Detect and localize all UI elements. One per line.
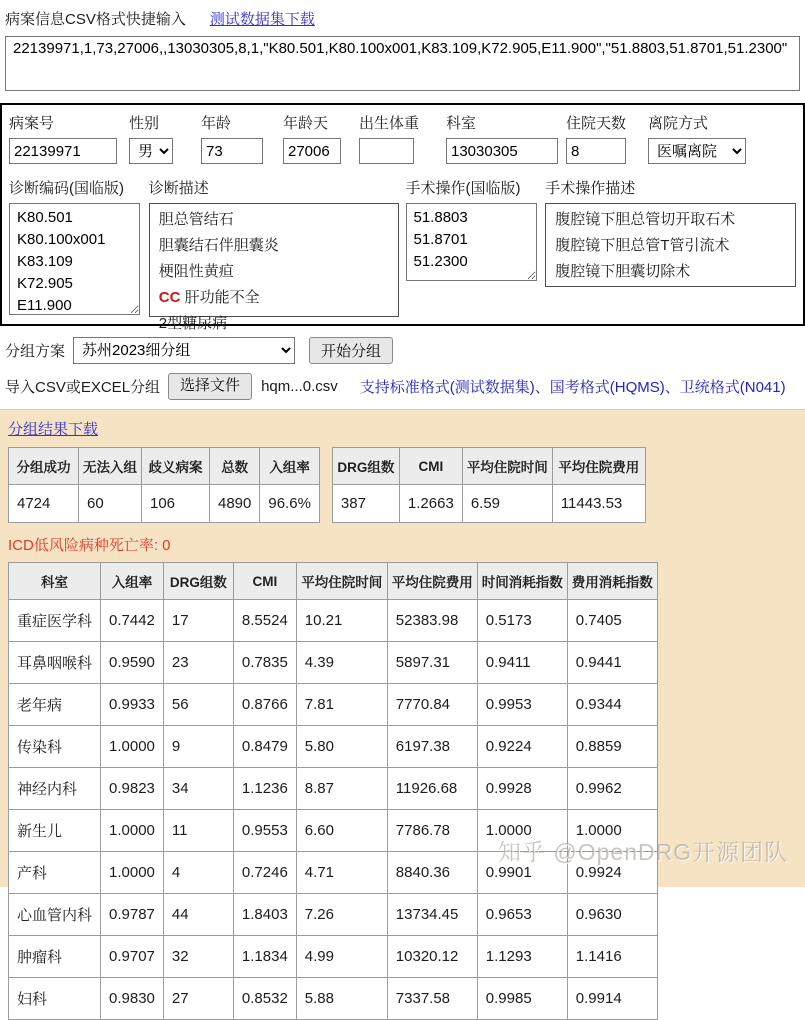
table-cell: 0.9787 (101, 894, 164, 936)
table-cell: 1.0000 (477, 810, 567, 852)
table-cell: 0.5173 (477, 600, 567, 642)
age-input[interactable] (201, 138, 263, 164)
table-cell: 0.9985 (477, 978, 567, 1020)
table-cell: 4724 (9, 485, 79, 523)
import-row (5, 373, 800, 400)
desc-line: 胆囊结石伴胆囊炎 (158, 237, 279, 254)
table-cell: 0.9707 (101, 936, 164, 978)
cc-flag: CC (158, 289, 185, 306)
table-row (9, 684, 658, 726)
patient-fields-row (9, 112, 796, 164)
table-cell: 0.8859 (567, 726, 657, 768)
column-header: 分组成功 (9, 448, 79, 485)
table-cell: 44 (163, 894, 233, 936)
length-of-stay-label: 住院天数 (566, 115, 627, 132)
table-cell: 1.2663 (399, 485, 462, 523)
table-cell: 8.5524 (233, 600, 296, 642)
field-case-number (9, 112, 117, 164)
table-row (9, 485, 320, 523)
desc-line: 胆总管结石 (158, 211, 234, 228)
table-cell: 0.9411 (477, 642, 567, 684)
watermark: 知乎 @OpenDRG开源团队 (498, 839, 789, 865)
table-cell: 产科 (9, 852, 101, 894)
table-row (9, 978, 658, 1020)
table-cell: 6.60 (296, 810, 387, 852)
table-cell: 7770.84 (387, 684, 477, 726)
table-row (9, 642, 658, 684)
table-header-row (9, 448, 320, 485)
summary-tables-row (8, 447, 797, 523)
csv-input-section (0, 0, 805, 96)
csv-input-label: 病案信息CSV格式快捷输入 (5, 11, 186, 28)
surgery-codes-column (406, 177, 538, 281)
table-cell: 0.9630 (567, 894, 657, 936)
diagnosis-desc-box (149, 203, 399, 332)
column-header: 科室 (9, 563, 101, 600)
discharge-method-select[interactable] (648, 138, 746, 164)
results-download-row (8, 418, 797, 439)
table-cell: 96.6% (260, 485, 320, 523)
column-header: DRG组数 (163, 563, 233, 600)
column-header: 时间消耗指数 (477, 563, 567, 600)
table-cell: 6197.38 (387, 726, 477, 768)
table-cell: 34 (163, 768, 233, 810)
table-cell: 心血管内科 (9, 894, 101, 936)
table-cell: 重症医学科 (9, 600, 101, 642)
diagnosis-desc-column (148, 177, 399, 332)
desc-line: 梗阻性黄疸 (158, 263, 234, 280)
drg-summary-table (332, 447, 646, 523)
table-cell: 妇科 (9, 978, 101, 1020)
table-cell: 0.9962 (567, 768, 657, 810)
desc-line: 2型糖尿病 (158, 315, 228, 332)
table-cell: 4.71 (296, 852, 387, 894)
table-cell: 13734.45 (387, 894, 477, 936)
table-cell: 0.9553 (233, 810, 296, 852)
field-department (446, 112, 558, 164)
table-cell: 0.7246 (233, 852, 296, 894)
table-row (9, 810, 658, 852)
table-cell: 32 (163, 936, 233, 978)
column-header: CMI (399, 448, 462, 485)
case-number-label: 病案号 (9, 115, 55, 132)
grouping-summary-table (8, 447, 320, 523)
table-cell: 老年病 (9, 684, 101, 726)
table-cell: 23 (163, 642, 233, 684)
birth-weight-label: 出生体重 (359, 115, 420, 132)
table-cell: 8840.36 (387, 852, 477, 894)
table-row (9, 768, 658, 810)
table-cell: 传染科 (9, 726, 101, 768)
column-header: 入组率 (101, 563, 164, 600)
table-row (9, 852, 658, 894)
table-cell: 1.0000 (101, 852, 164, 894)
table-row (9, 894, 658, 936)
table-cell: 0.8479 (233, 726, 296, 768)
test-dataset-download-link[interactable]: 测试数据集下载 (209, 11, 315, 28)
table-cell: 0.9933 (101, 684, 164, 726)
table-cell: 387 (332, 485, 399, 523)
desc-line: CC 肝功能不全 (158, 289, 260, 306)
table-cell: 1.1293 (477, 936, 567, 978)
table-cell: 0.7405 (567, 600, 657, 642)
department-input[interactable] (446, 138, 558, 164)
gender-label: 性别 (129, 115, 160, 132)
department-stats-table (8, 562, 658, 1020)
table-cell: 11 (163, 810, 233, 852)
surgery-codes-textarea[interactable] (406, 203, 538, 281)
scheme-select[interactable] (73, 337, 295, 364)
birth-weight-input[interactable] (359, 138, 414, 164)
column-header: 歧义病案 (142, 448, 210, 485)
table-row (332, 485, 645, 523)
table-cell: 0.9901 (477, 852, 567, 894)
age-days-label: 年龄天 (283, 115, 329, 132)
selected-file-name: hqm...0.csv (261, 378, 338, 395)
table-cell: 耳鼻咽喉科 (9, 642, 101, 684)
table-cell: 27 (163, 978, 233, 1020)
column-header: 无法入组 (79, 448, 142, 485)
gender-select[interactable] (129, 138, 173, 164)
table-cell: 4.39 (296, 642, 387, 684)
length-of-stay-input[interactable] (566, 138, 626, 164)
grouping-controls (0, 326, 805, 400)
table-cell: 56 (163, 684, 233, 726)
table-cell: 0.9653 (477, 894, 567, 936)
field-age-days (283, 112, 341, 164)
column-header: 平均住院费用 (387, 563, 477, 600)
age-label: 年龄 (201, 115, 232, 132)
table-cell: 11926.68 (387, 768, 477, 810)
field-birth-weight (359, 112, 420, 164)
surgery-codes-label: 手术操作(国临版) (405, 180, 521, 197)
table-cell: 0.8532 (233, 978, 296, 1020)
table-cell: 0.9953 (477, 684, 567, 726)
table-cell: 17 (163, 600, 233, 642)
scheme-label: 分组方案 (5, 343, 66, 360)
results-download-link[interactable]: 分组结果下载 (8, 421, 99, 438)
table-cell: 0.7835 (233, 642, 296, 684)
scheme-row (5, 337, 800, 364)
field-gender (129, 112, 173, 164)
age-days-input[interactable] (283, 138, 341, 164)
table-cell: 0.9441 (567, 642, 657, 684)
column-header: 费用消耗指数 (567, 563, 657, 600)
field-length-of-stay (566, 112, 626, 164)
table-row (9, 936, 658, 978)
desc-line: 腹腔镜下胆总管T管引流术 (555, 237, 730, 254)
diagnosis-surgery-row (9, 177, 796, 332)
start-grouping-button[interactable]: 开始分组 (309, 337, 393, 364)
table-cell: 1.1236 (233, 768, 296, 810)
table-cell: 0.9914 (567, 978, 657, 1020)
column-header: 平均住院时间 (296, 563, 387, 600)
surgery-desc-column (545, 177, 796, 287)
table-row (9, 726, 658, 768)
table-cell: 0.9924 (567, 852, 657, 894)
column-header: CMI (233, 563, 296, 600)
format-hint-text: 支持标准格式(测试数据集)、国考格式(HQMS)、卫统格式(N041) (359, 379, 786, 396)
desc-line: 腹腔镜下胆囊切除术 (555, 263, 691, 280)
table-cell: 11443.53 (552, 485, 645, 523)
import-label: 导入CSV或EXCEL分组 (5, 379, 161, 396)
discharge-method-label: 离院方式 (648, 115, 709, 132)
diagnosis-desc-label: 诊断描述 (148, 180, 209, 197)
table-cell: 6.59 (462, 485, 552, 523)
case-number-input[interactable] (9, 138, 117, 164)
field-discharge-method (648, 112, 746, 164)
table-cell: 0.9344 (567, 684, 657, 726)
csv-input-textarea[interactable] (5, 36, 800, 91)
table-cell: 7337.58 (387, 978, 477, 1020)
table-cell: 106 (142, 485, 210, 523)
table-cell: 神经内科 (9, 768, 101, 810)
diagnosis-codes-column (9, 177, 140, 315)
table-cell: 8.87 (296, 768, 387, 810)
table-cell: 0.7442 (101, 600, 164, 642)
table-cell: 0.9928 (477, 768, 567, 810)
patient-info-panel (0, 103, 805, 332)
diagnosis-codes-label: 诊断编码(国临版) (9, 180, 124, 197)
table-cell: 1.0000 (101, 726, 164, 768)
table-cell: 0.9830 (101, 978, 164, 1020)
department-label: 科室 (446, 115, 477, 132)
surgery-desc-label: 手术操作描述 (545, 180, 636, 197)
table-cell: 1.1416 (567, 936, 657, 978)
table-header-row (332, 448, 645, 485)
icd-mortality-text: ICD低风险病种死亡率: 0 (8, 537, 171, 554)
choose-file-button[interactable]: 选择文件 (168, 373, 252, 400)
table-cell: 7.81 (296, 684, 387, 726)
column-header: 总数 (210, 448, 260, 485)
table-cell: 1.1834 (233, 936, 296, 978)
table-cell: 9 (163, 726, 233, 768)
table-cell: 0.9224 (477, 726, 567, 768)
table-cell: 新生儿 (9, 810, 101, 852)
column-header: 平均住院费用 (552, 448, 645, 485)
table-cell: 4 (163, 852, 233, 894)
table-row (9, 600, 658, 642)
column-header: 入组率 (260, 448, 320, 485)
table-cell: 10.21 (296, 600, 387, 642)
table-cell: 5897.31 (387, 642, 477, 684)
table-cell: 5.80 (296, 726, 387, 768)
table-cell: 1.0000 (101, 810, 164, 852)
table-cell: 7.26 (296, 894, 387, 936)
table-cell: 0.9590 (101, 642, 164, 684)
table-cell: 7786.78 (387, 810, 477, 852)
field-age (201, 112, 263, 164)
table-cell: 10320.12 (387, 936, 477, 978)
table-cell: 4.99 (296, 936, 387, 978)
table-cell: 52383.98 (387, 600, 477, 642)
column-header: DRG组数 (332, 448, 399, 485)
csv-input-header (5, 8, 800, 29)
table-cell: 4890 (210, 485, 260, 523)
column-header: 平均住院时间 (462, 448, 552, 485)
table-cell: 1.8403 (233, 894, 296, 936)
table-cell: 60 (79, 485, 142, 523)
diagnosis-codes-textarea[interactable] (9, 203, 140, 315)
table-cell: 0.8766 (233, 684, 296, 726)
table-cell: 肿瘤科 (9, 936, 101, 978)
surgery-desc-box (545, 203, 796, 287)
desc-line: 腹腔镜下胆总管切开取石术 (555, 211, 736, 228)
table-cell: 0.9823 (101, 768, 164, 810)
table-cell: 1.0000 (567, 810, 657, 852)
results-panel (0, 409, 805, 1008)
table-cell: 5.88 (296, 978, 387, 1020)
table-header-row (9, 563, 658, 600)
